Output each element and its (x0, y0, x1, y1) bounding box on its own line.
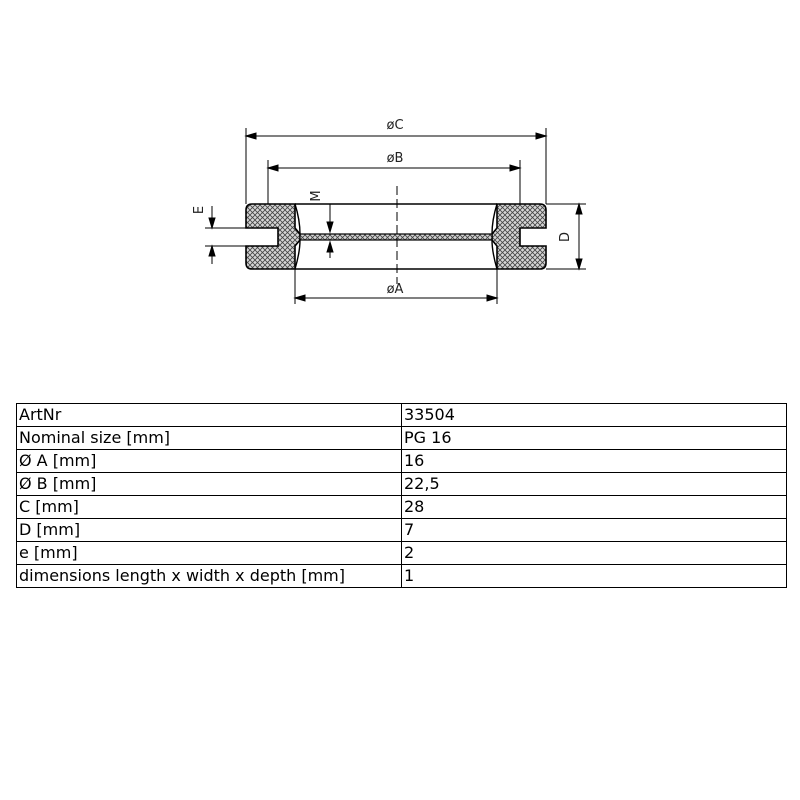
grommet-cross-section-drawing (0, 0, 800, 360)
grommet-right-profile (492, 204, 546, 269)
dimension-d-label: D (558, 231, 573, 243)
spec-label: D [mm] (17, 519, 402, 542)
specification-table (16, 403, 787, 588)
spec-label: Nominal size [mm] (17, 427, 402, 450)
dimension-b (268, 160, 520, 204)
spec-label: Ø B [mm] (17, 473, 402, 496)
dimension-c (246, 128, 546, 204)
spec-value: 22,5 (402, 473, 787, 496)
spec-value: 28 (402, 496, 787, 519)
table-row (17, 473, 787, 496)
dimension-m-label: M (309, 190, 324, 202)
spec-value: 16 (402, 450, 787, 473)
dimension-b-label: øB (386, 151, 404, 166)
dimension-c-label: øC (386, 118, 404, 133)
table-row (17, 404, 787, 427)
spec-value: 2 (402, 542, 787, 565)
spec-value: PG 16 (402, 427, 787, 450)
spec-value: 1 (402, 565, 787, 588)
dimension-e (205, 206, 246, 264)
table-row (17, 427, 787, 450)
spec-label: ArtNr (17, 404, 402, 427)
spec-label: C [mm] (17, 496, 402, 519)
spec-value: 7 (402, 519, 787, 542)
table-row (17, 519, 787, 542)
dimension-a-label: øA (386, 282, 404, 297)
grommet-membrane (300, 234, 492, 240)
dimension-m (327, 204, 333, 258)
spec-value: 33504 (402, 404, 787, 427)
spec-label: dimensions length x width x depth [mm] (17, 565, 402, 588)
table-row (17, 496, 787, 519)
table-row (17, 542, 787, 565)
table-row (17, 565, 787, 588)
grommet-left-profile (246, 204, 300, 269)
table-row (17, 450, 787, 473)
spec-label: Ø A [mm] (17, 450, 402, 473)
spec-label: e [mm] (17, 542, 402, 565)
dimension-e-label: E (192, 205, 207, 215)
